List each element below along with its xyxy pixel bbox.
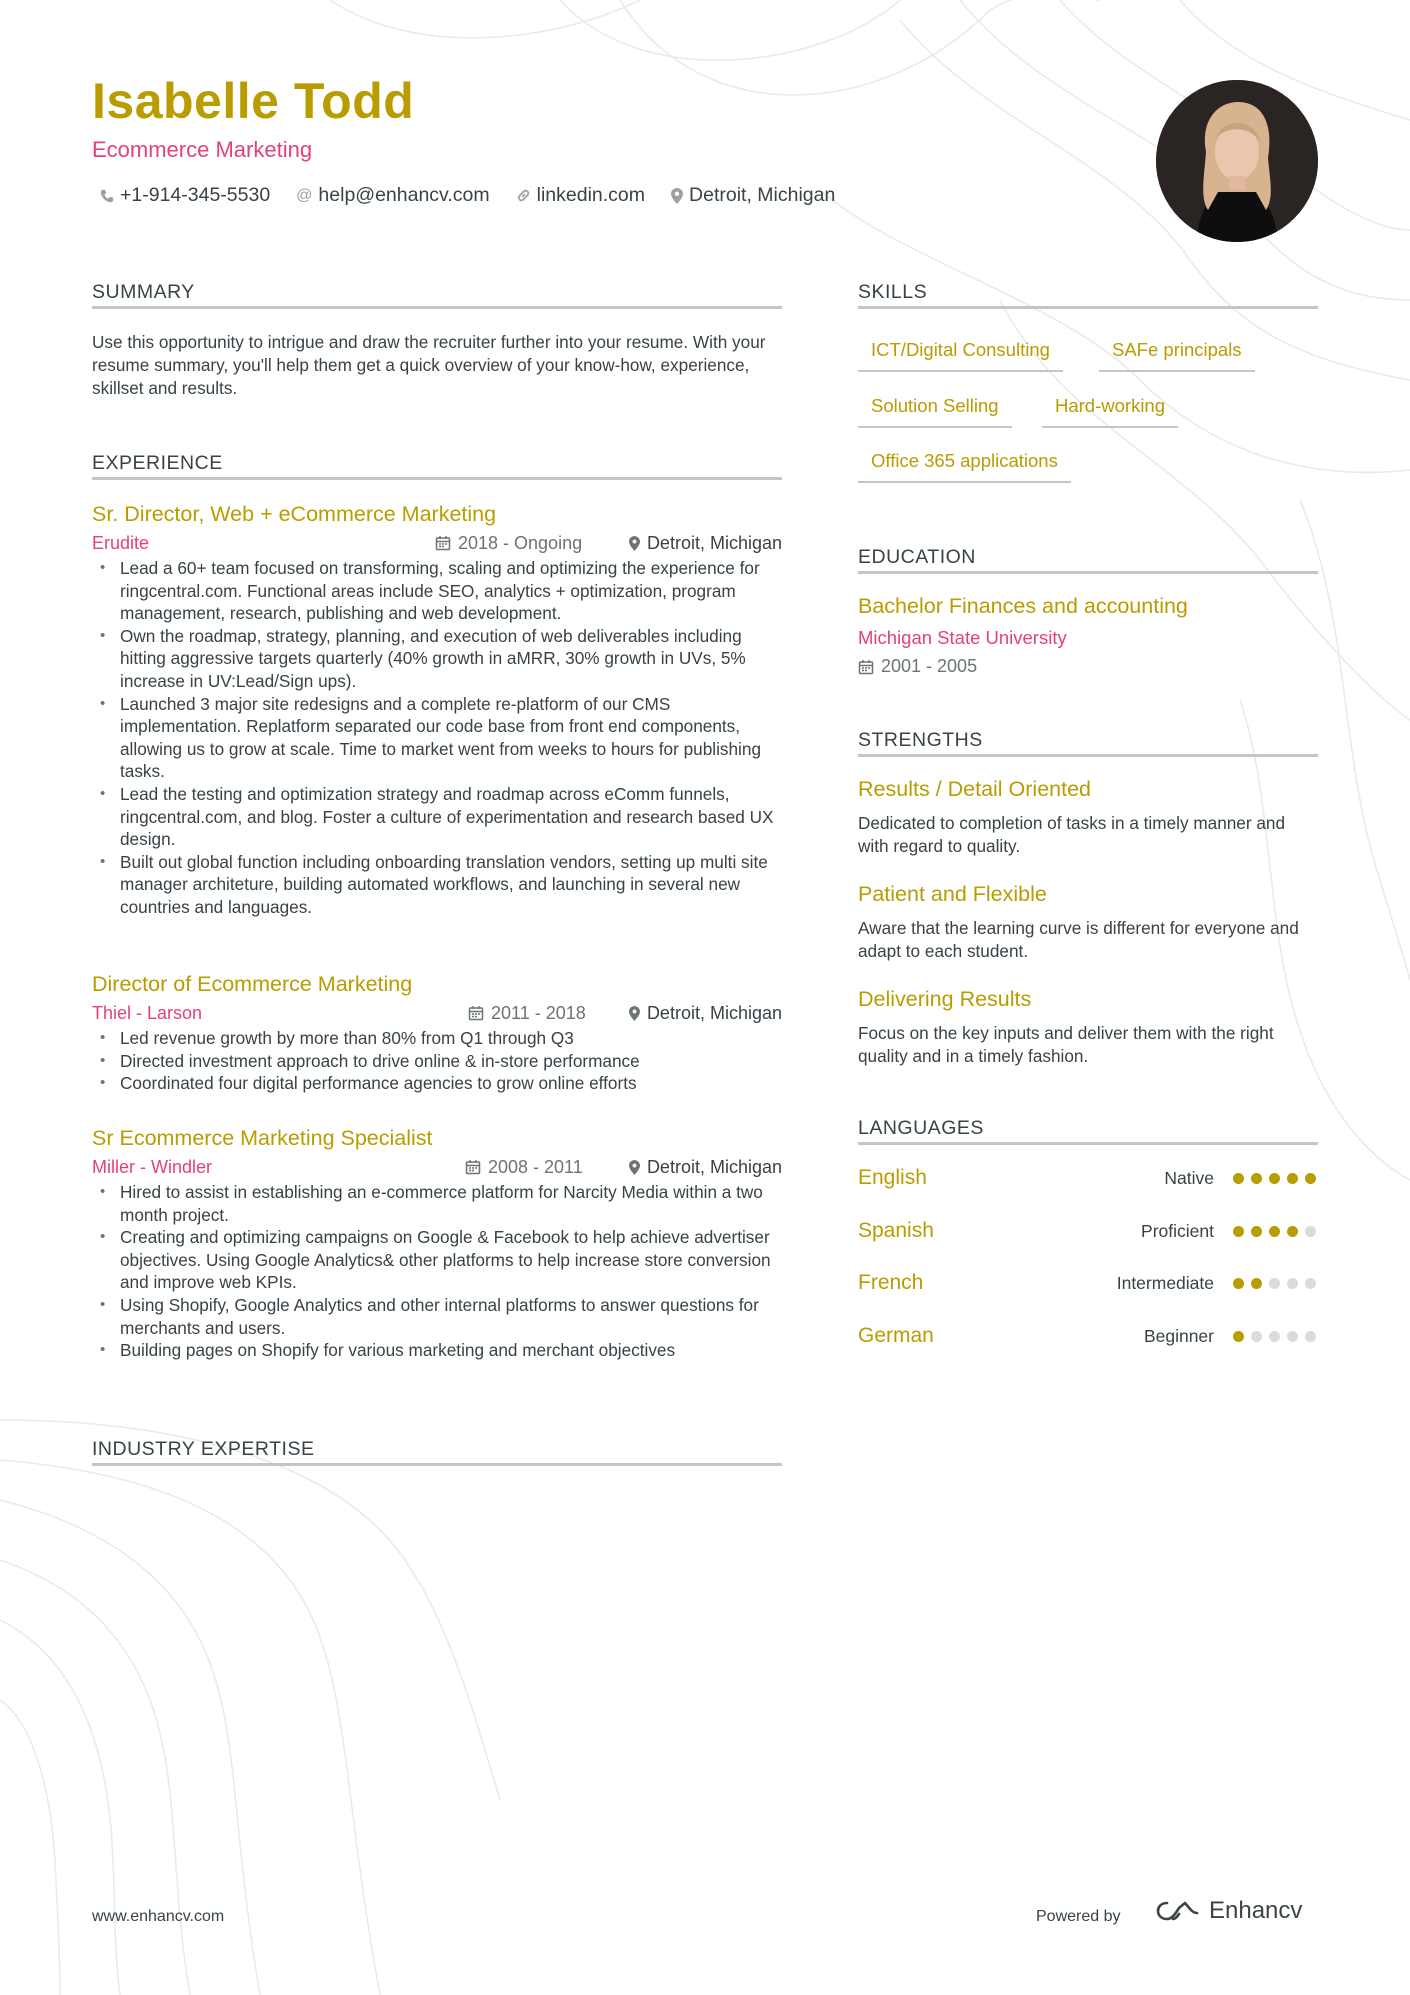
strength-title: Patient and Flexible [858,882,1047,906]
job-dates-text: 2011 - 2018 [491,1003,586,1023]
education-divider [858,571,1318,574]
location-text: Detroit, Michigan [689,184,836,206]
powered-by-label: Powered by [1036,1908,1121,1925]
education-dates-text: 2001 - 2005 [881,656,978,676]
rating-dot-filled [1269,1226,1280,1237]
rating-dot-filled [1287,1173,1298,1184]
location-pin-icon [629,536,640,551]
language-level: Intermediate [1116,1273,1214,1293]
job-dates-text: 2008 - 2011 [488,1157,583,1177]
candidate-role: Ecommerce Marketing [92,137,313,162]
job-dates [465,1153,583,1181]
brand-name: Enhancv [1209,1897,1303,1924]
experience-divider [92,477,782,480]
contact-linkedin[interactable] [516,184,645,207]
infinity-logo-icon [1155,1899,1201,1923]
rating-dot-empty [1305,1278,1316,1289]
calendar-icon [468,1005,484,1021]
list-item: • Using Shopify, Google Analytics and other internal platforms to answer questions for merchants and users. [92,1294,782,1339]
job-meta [92,999,782,1027]
job-bullets [92,1027,782,1095]
experience-entry [92,969,782,1095]
job-location [629,529,782,557]
list-item: • Led revenue growth by more than 80% from Q1 through Q3 [92,1027,782,1050]
language-rating [1233,1173,1316,1184]
contact-email[interactable] [296,184,489,207]
list-item: • Directed investment approach to drive online & in-store performance [92,1050,782,1073]
location-pin-icon [629,1160,640,1175]
job-title: Sr. Director, Web + eCommerce Marketing [92,502,497,526]
strength-description: Focus on the key inputs and deliver them with the right quality and in a timely fashion. [858,1023,1274,1066]
linkedin-text: linkedin.com [536,184,646,206]
summary-heading: SUMMARY [92,281,195,303]
contact-location [671,184,835,207]
job-company: Erudite [92,533,150,553]
rating-dot-filled [1251,1173,1262,1184]
job-bullets [92,557,782,919]
skill-tag: Office 365 applications [858,447,1071,483]
strength-title: Results / Detail Oriented [858,777,1092,801]
rating-dot-empty [1305,1226,1316,1237]
skills-divider [858,306,1318,309]
job-dates-text: 2018 - Ongoing [458,533,583,553]
strengths-heading: STRENGTHS [858,729,983,751]
list-item: • Lead a 60+ team focused on transforming, scaling and optimizing the experience for ringcentral.com. Functional areas include SEO, analytics + optimization, program management, research, publishing and web development. [92,557,782,625]
language-level: Native [1164,1168,1214,1188]
language-name: German [858,1324,934,1347]
job-meta [92,529,782,557]
job-company: Thiel - Larson [92,1003,203,1023]
calendar-icon [465,1159,481,1175]
job-title: Sr Ecommerce Marketing Specialist [92,1126,433,1150]
job-company: Miller - Windler [92,1157,213,1177]
location-pin-icon [671,188,683,204]
rating-dot-filled [1233,1173,1244,1184]
language-name: Spanish [858,1219,934,1242]
rating-dot-filled [1233,1331,1244,1342]
contact-phone[interactable] [100,184,270,207]
enhancv-logo[interactable] [1155,1897,1302,1925]
education-dates [858,656,977,677]
summary-text: Use this opportunity to intrigue and draw the recruiter further into your resume. With your resume summary, you'll help them get a quick overview of your know-how, experience, skillset and results. [92,332,766,398]
rating-dot-filled [1233,1278,1244,1289]
language-rating [1233,1331,1316,1342]
skills-heading: SKILLS [858,281,928,303]
footer-website-link[interactable]: www.enhancv.com [92,1908,225,1925]
strength-title: Delivering Results [858,987,1032,1011]
list-item: • Lead the testing and optimization strategy and roadmap across eComm funnels, ringcentral.com, and blog. Foster a culture of experimentation and research based UX design. [92,783,782,851]
link-icon [516,188,531,203]
job-location-text: Detroit, Michigan [646,1157,782,1177]
job-location [629,999,782,1027]
list-item: • Creating and optimizing campaigns on Google & Facebook to help achieve advertiser objectives. Using Google Analytics& other platforms to help increase store conversion and improve web KPIs. [92,1226,782,1294]
job-location [629,1153,782,1181]
skill-tag: Solution Selling [858,392,1012,428]
job-meta [92,1153,782,1181]
list-item: • Launched 3 major site redesigns and a complete re-platform of our CMS implementation. Replatform separated our code base from front end components, allowing us to grow at scale. Time to market went from weeks to hours for publishing tasks. [92,693,782,783]
language-rating [1233,1226,1316,1237]
list-item: • Built out global function including onboarding translation vendors, setting up multi site manager architeture, building automated workflows, and launching in several new countries and languages. [92,851,782,919]
skill-tag: SAFe principals [1099,336,1255,372]
phone-icon [100,189,114,203]
job-dates [435,529,582,557]
education-school: Michigan State University [858,627,1067,648]
rating-dot-filled [1251,1226,1262,1237]
strength-description: Aware that the learning curve is different for everyone and adapt to each student. [858,918,1299,961]
job-dates [468,999,586,1027]
location-pin-icon [629,1006,640,1021]
language-row [858,1268,1318,1298]
experience-heading: EXPERIENCE [92,452,223,474]
language-row [858,1216,1318,1246]
education-heading: EDUCATION [858,546,976,568]
list-item: • Coordinated four digital performance agencies to grow online efforts [92,1072,782,1095]
skill-tag: ICT/Digital Consulting [858,336,1063,372]
strength-description: Dedicated to completion of tasks in a timely manner and with regard to quality. [858,813,1286,856]
rating-dot-empty [1251,1331,1262,1342]
rating-dot-filled [1269,1173,1280,1184]
language-name: English [858,1166,927,1189]
industry-expertise-heading: INDUSTRY EXPERTISE [92,1438,315,1460]
skill-tag: Hard-working [1042,392,1178,428]
languages-divider [858,1142,1318,1145]
language-row [858,1321,1318,1351]
rating-dot-empty [1287,1331,1298,1342]
rating-dot-filled [1233,1226,1244,1237]
job-location-text: Detroit, Michigan [646,1003,782,1023]
email-text: help@enhancv.com [318,184,490,206]
rating-dot-empty [1287,1278,1298,1289]
experience-entry [92,1123,782,1362]
strengths-divider [858,754,1318,757]
at-icon: @ [296,186,313,204]
job-location-text: Detroit, Michigan [646,533,782,553]
experience-entry [92,499,782,919]
language-name: French [858,1271,924,1294]
languages-heading: LANGUAGES [858,1117,984,1139]
job-title: Director of Ecommerce Marketing [92,972,413,996]
job-bullets [92,1181,782,1362]
calendar-icon [435,535,451,551]
contact-bar [100,184,861,207]
rating-dot-empty [1269,1331,1280,1342]
summary-divider [92,306,782,309]
language-row [858,1163,1318,1193]
calendar-icon [858,659,874,675]
language-level: Beginner [1143,1326,1214,1346]
rating-dot-empty [1305,1331,1316,1342]
phone-text: +1-914-345-5530 [120,184,271,206]
industry-divider [92,1463,782,1466]
list-item: • Own the roadmap, strategy, planning, and execution of web deliverables including hitting aggressive targets quarterly (40% growth in aMRR, 30% growth in UVs, 5% increase in UV:Lead/Sign ups). [92,625,782,693]
list-item: • Hired to assist in establishing an e-commerce platform for Narcity Media within a two month project. [92,1181,782,1226]
rating-dot-filled [1287,1226,1298,1237]
rating-dot-filled [1251,1278,1262,1289]
list-item: • Building pages on Shopify for various marketing and merchant objectives [92,1339,782,1362]
rating-dot-filled [1305,1173,1316,1184]
education-degree: Bachelor Finances and accounting [858,594,1188,618]
candidate-name: Isabelle Todd [92,73,415,129]
rating-dot-empty [1269,1278,1280,1289]
language-level: Proficient [1141,1221,1214,1241]
language-rating [1233,1278,1316,1289]
avatar [1156,80,1318,242]
